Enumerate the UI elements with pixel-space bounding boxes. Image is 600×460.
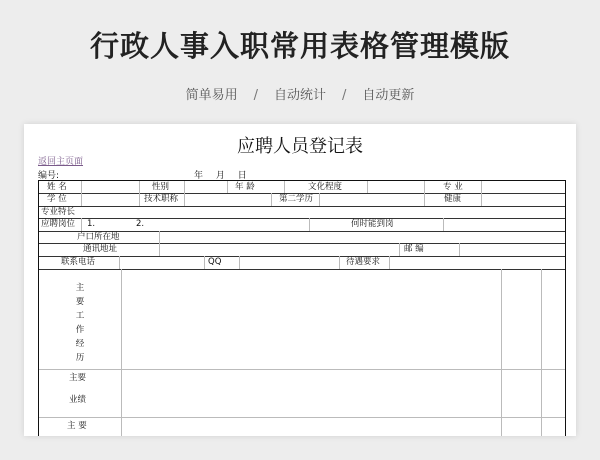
work-history-char: 历 xyxy=(75,353,85,363)
label-address: 通讯地址 xyxy=(83,244,118,254)
col-divider xyxy=(319,193,320,206)
col-divider xyxy=(424,181,425,193)
col-divider xyxy=(501,369,502,436)
label-age: 年 龄 xyxy=(235,182,255,192)
work-history-char: 工 xyxy=(75,311,85,321)
day-label: 日 xyxy=(237,171,247,181)
form-title: 应聘人员登记表 xyxy=(237,136,363,157)
label-salary: 待遇要求 xyxy=(346,257,381,267)
back-to-home-link[interactable]: 返回主页面 xyxy=(38,157,84,167)
col-divider xyxy=(309,218,310,231)
label-specialty: 专业特长 xyxy=(41,207,76,217)
work-history-char: 主 xyxy=(75,283,85,293)
label-name: 姓 名 xyxy=(47,182,67,192)
work-history-char: 经 xyxy=(75,339,85,349)
row-divider xyxy=(39,256,565,257)
col-divider xyxy=(284,181,285,193)
col-divider xyxy=(159,243,160,256)
col-divider xyxy=(239,256,240,269)
col-divider xyxy=(184,181,185,193)
page-title: 行政人事入职常用表格管理模版 xyxy=(89,29,510,63)
label-phone: 联系电话 xyxy=(61,257,96,267)
registration-form-grid xyxy=(38,180,566,436)
position-option-1: 1. xyxy=(87,219,96,229)
row-divider xyxy=(39,206,565,207)
col-divider xyxy=(501,269,502,369)
col-divider xyxy=(389,256,390,269)
col-divider xyxy=(139,181,140,193)
col-divider xyxy=(184,193,185,206)
col-divider xyxy=(121,269,122,436)
feature-tags xyxy=(0,84,600,103)
year-label: 年 xyxy=(194,171,204,181)
col-divider xyxy=(541,269,542,436)
row-divider xyxy=(39,269,565,270)
col-divider xyxy=(339,256,340,269)
label-qq: QQ xyxy=(208,257,222,267)
label-next-section: 主 要 xyxy=(67,421,87,431)
work-history-char: 作 xyxy=(75,325,85,335)
label-achievements-1: 主要 xyxy=(69,373,87,383)
label-technical-title: 技术职称 xyxy=(144,194,179,204)
col-divider xyxy=(81,218,82,231)
tag-auto-stats: 自动统计 xyxy=(273,88,326,103)
label-major: 专 业 xyxy=(443,182,463,192)
spreadsheet-preview xyxy=(24,124,576,436)
col-divider xyxy=(119,256,120,269)
label-gender: 性别 xyxy=(152,182,170,192)
row-divider xyxy=(39,218,565,219)
col-divider xyxy=(81,181,82,193)
month-label: 月 xyxy=(215,171,225,181)
label-health: 健康 xyxy=(444,194,462,204)
col-divider xyxy=(139,193,140,206)
col-divider xyxy=(399,243,400,256)
tag-auto-update: 自动更新 xyxy=(362,88,415,103)
col-divider xyxy=(227,181,228,193)
label-second-degree: 第二学历 xyxy=(279,194,314,204)
col-divider xyxy=(443,218,444,231)
col-divider xyxy=(481,181,482,206)
label-position: 应聘岗位 xyxy=(41,219,76,229)
row-divider xyxy=(39,417,565,418)
col-divider xyxy=(424,193,425,206)
label-hukou: 户口所在地 xyxy=(77,232,120,242)
number-label: 编号: xyxy=(38,171,60,181)
tag-easy: 简单易用 xyxy=(185,88,238,103)
work-history-char: 要 xyxy=(75,297,85,307)
position-option-2: 2. xyxy=(136,219,145,229)
col-divider xyxy=(81,193,82,206)
col-divider xyxy=(271,193,272,206)
tag-separator: / xyxy=(253,88,258,103)
label-postcode: 邮 编 xyxy=(404,244,424,254)
col-divider xyxy=(204,256,205,269)
row-divider xyxy=(39,243,565,244)
tag-separator: / xyxy=(342,88,347,103)
label-available-date: 何时能到岗 xyxy=(351,219,394,229)
label-degree: 学 位 xyxy=(47,194,67,204)
col-divider xyxy=(367,181,368,193)
label-education: 文化程度 xyxy=(308,182,343,192)
label-achievements-2: 业绩 xyxy=(69,395,87,405)
row-divider xyxy=(39,369,565,370)
col-divider xyxy=(159,231,160,243)
col-divider xyxy=(459,243,460,256)
